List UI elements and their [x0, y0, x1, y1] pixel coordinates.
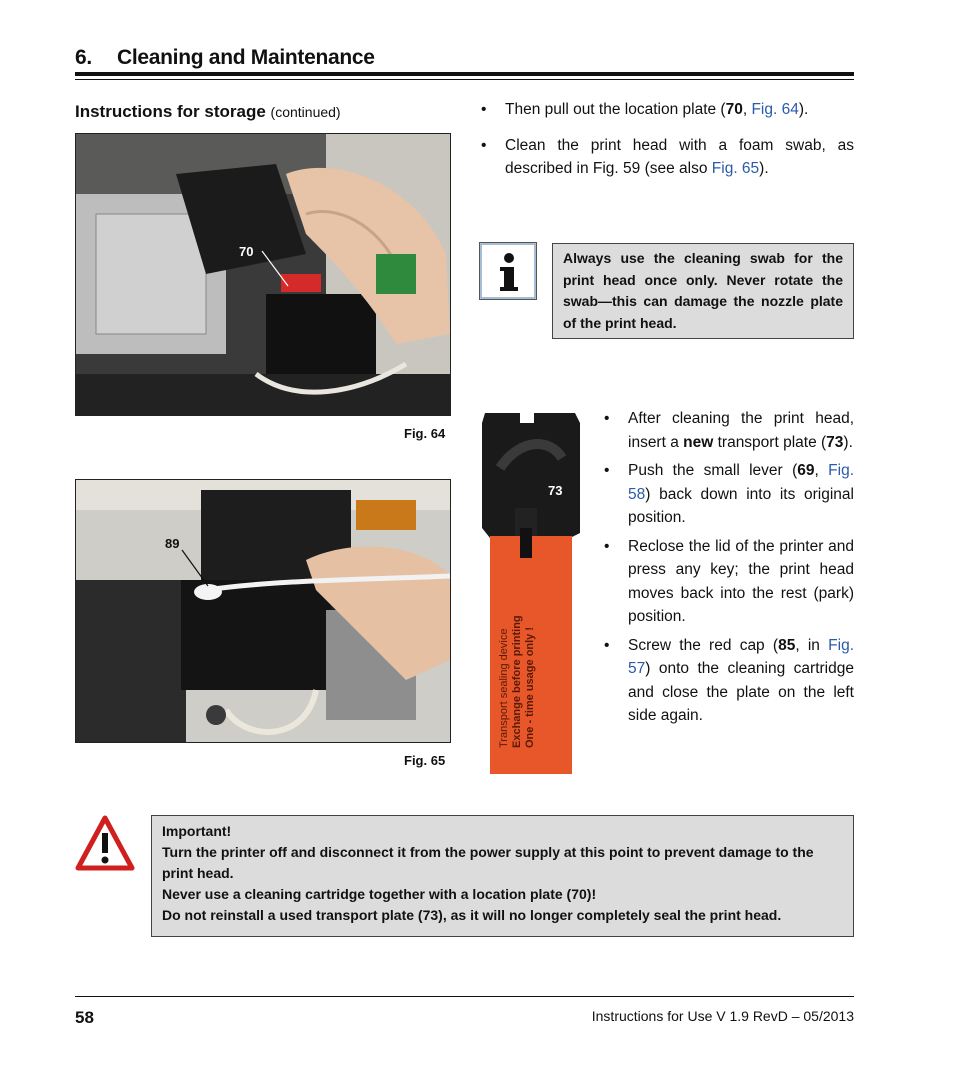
bullet-list-top	[479, 98, 854, 181]
warning-line-1: Turn the printer off and disconnect it from the power supply at this point to prevent damage to the print head.	[162, 844, 814, 881]
fig-64-link[interactable]: Fig. 64	[751, 101, 799, 118]
list-item: • After cleaning the print head, insert a new transport plate (73).	[602, 407, 854, 454]
list-item: • Reclose the lid of the printer and press any key; the print head moves back into the rest (park) position.	[602, 535, 854, 629]
header-rule	[75, 72, 854, 76]
plate-tag-text: Transport sealing device Exchange before printing One - time usage only !	[498, 615, 536, 748]
warning-box	[151, 815, 854, 937]
figure-65-callout: 89	[165, 536, 180, 551]
fig-57-link[interactable]: Fig. 57	[628, 636, 854, 677]
warning-title: Important!	[162, 823, 232, 839]
chapter-title: Cleaning and Maintenance	[117, 46, 375, 69]
bullet-list-right	[602, 407, 854, 728]
figure-65-photo	[75, 479, 451, 743]
header-rule-thin	[75, 79, 854, 80]
chapter-heading	[75, 46, 375, 70]
transport-plate-image	[480, 408, 585, 774]
list-item: • Screw the red cap (85, in Fig. 57) onto the cleaning cartridge and close the plate on the left side again.	[602, 634, 854, 728]
section-continued: (continued)	[270, 104, 341, 120]
plate-callout: 73	[548, 483, 563, 498]
figure-64-photo	[75, 133, 451, 416]
figure-64-callout: 70	[239, 244, 254, 259]
fig-65-link[interactable]: Fig. 65	[711, 160, 760, 177]
footer-rule	[75, 996, 854, 997]
footer-doc-info: Instructions for Use V 1.9 RevD – 05/2013	[591, 1008, 854, 1024]
list-item: • Then pull out the location plate (70, Fig. 64).	[479, 98, 854, 122]
section-title: Instructions for storage (continued)	[75, 102, 341, 121]
list-item: • Push the small lever (69, Fig. 58) back down into its original position.	[602, 459, 854, 530]
warning-line-3: Do not reinstall a used transport plate (73), as it will no longer completely seal the print head.	[162, 907, 782, 923]
warning-triangle-icon	[75, 815, 135, 871]
chapter-number: 6.	[75, 46, 92, 69]
figure-64-caption: Fig. 64	[404, 426, 446, 441]
figure-65-caption: Fig. 65	[404, 753, 446, 768]
info-note: Always use the cleaning swab for the print head once only. Never rotate the swab—this can damage the nozzle plate of the print head.	[552, 243, 854, 339]
warning-line-2: Never use a cleaning cartridge together with a location plate (70)!	[162, 886, 597, 902]
fig-58-link[interactable]: Fig. 58	[628, 462, 854, 503]
info-icon	[479, 242, 537, 300]
page-number: 58	[75, 1008, 94, 1027]
list-item: • Clean the print head with a foam swab, as described in Fig. 59 (see also Fig. 65).	[479, 134, 854, 181]
